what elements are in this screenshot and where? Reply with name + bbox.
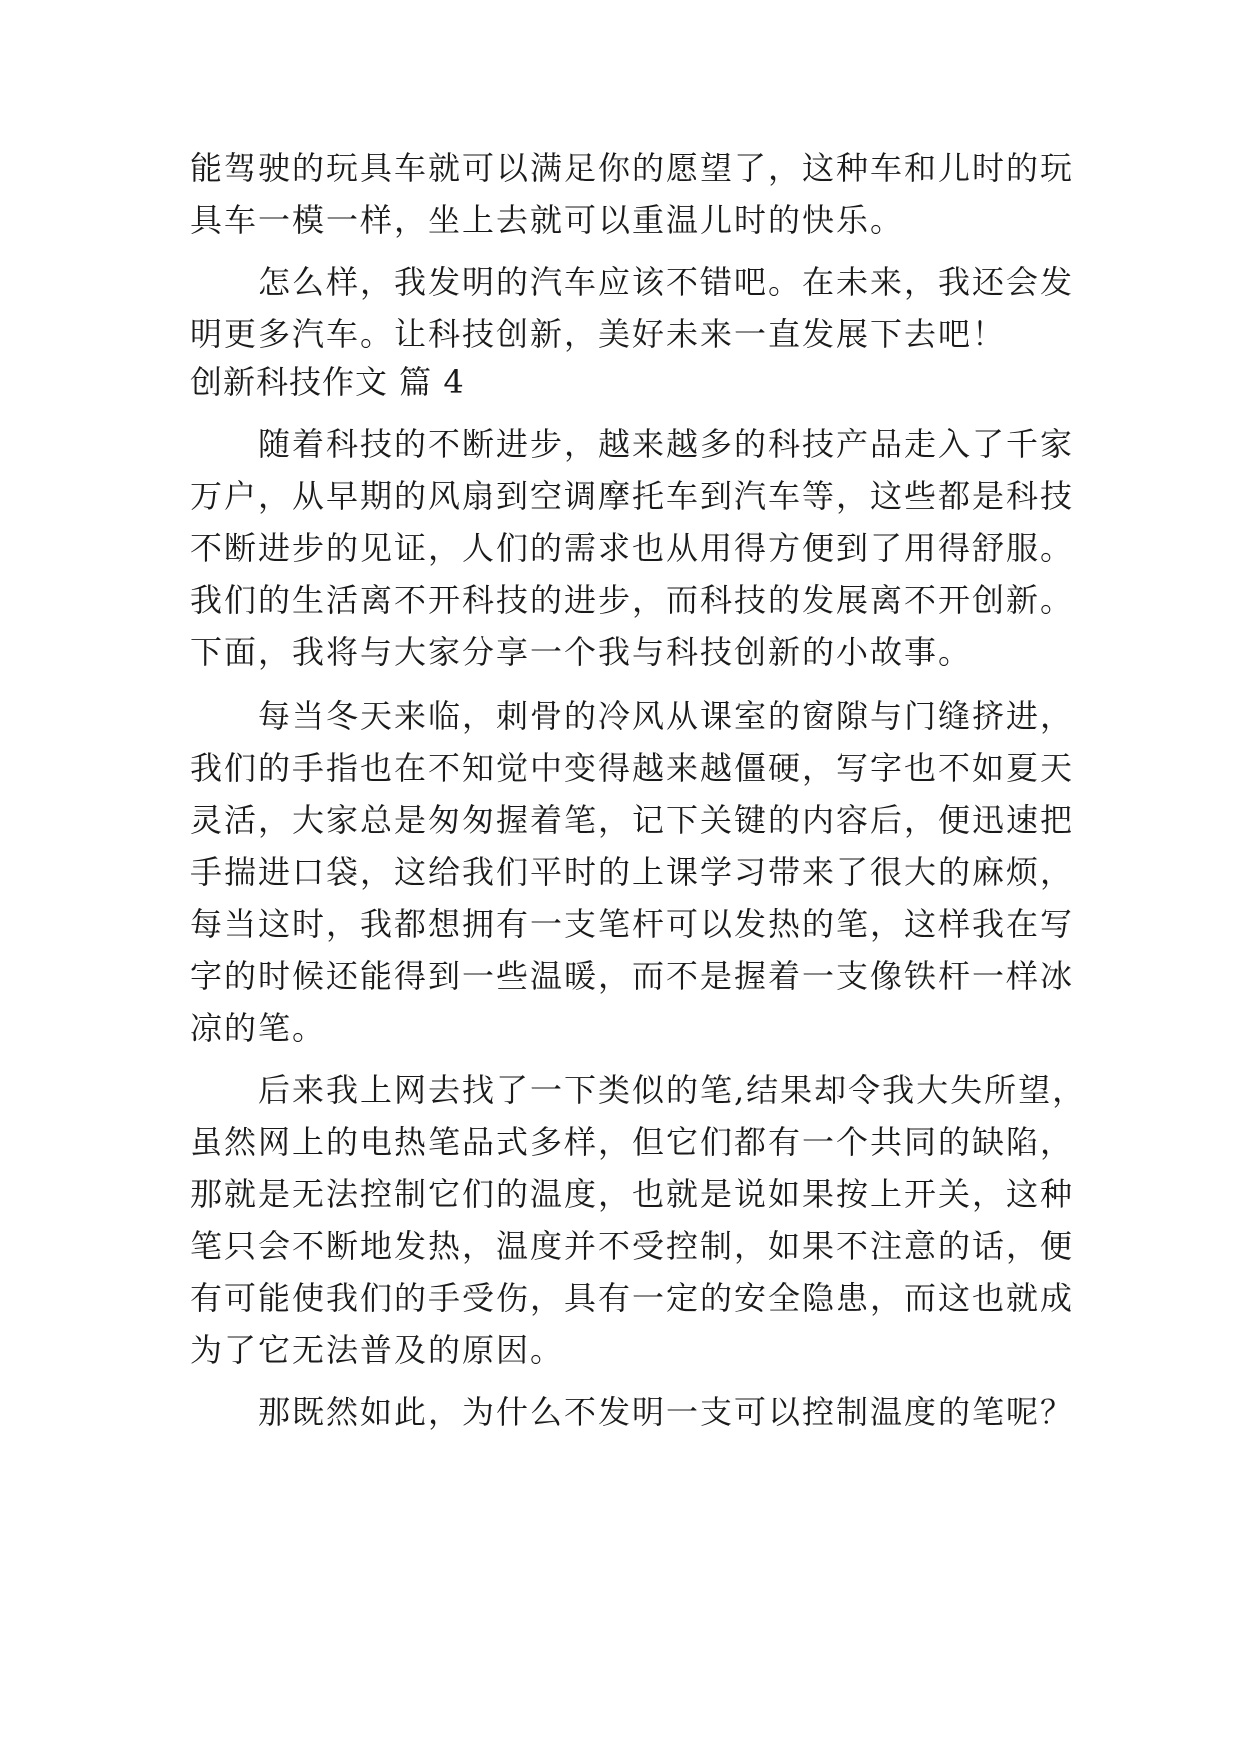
section-heading: 创新科技作文 篇 4 [190, 363, 465, 401]
text-line: 手揣进口袋，这给我们平时的上课学习带来了很大的麻烦， [190, 853, 1075, 891]
text-line: 为了它无法普及的原因。 [190, 1331, 565, 1369]
text-line: 随着科技的不断进步，越来越多的科技产品走入了千家 [190, 425, 1075, 463]
text-line: 我们的手指也在不知觉中变得越来越僵硬，写字也不如夏天 [190, 749, 1075, 787]
text-line: 灵活，大家总是匆匆握着笔，记下关键的内容后，便迅速把 [190, 801, 1075, 839]
text-line: 明更多汽车。让科技创新，美好未来一直发展下去吧！ [190, 315, 1007, 353]
text-line: 那就是无法控制它们的温度，也就是说如果按上开关，这种 [190, 1175, 1075, 1213]
text-line: 每当这时，我都想拥有一支笔杆可以发热的笔，这样我在写 [190, 905, 1075, 943]
text-line: 笔只会不断地发热，温度并不受控制，如果不注意的话，便 [190, 1227, 1075, 1265]
text-line: 下面，我将与大家分享一个我与科技创新的小故事。 [190, 633, 973, 671]
text-line: 怎么样，我发明的汽车应该不错吧。在未来，我还会发 [190, 263, 1075, 301]
text-line: 有可能使我们的手受伤，具有一定的安全隐患，而这也就成 [190, 1279, 1075, 1317]
text-line: 虽然网上的电热笔品式多样，但它们都有一个共同的缺陷， [190, 1123, 1075, 1161]
text-line: 那既然如此，为什么不发明一支可以控制温度的笔呢？ [190, 1393, 1075, 1431]
text-line: 我们的生活离不开科技的进步，而科技的发展离不开创新。 [190, 581, 1075, 619]
text-line: 凉的笔。 [190, 1009, 327, 1047]
text-line: 不断进步的见证，人们的需求也从用得方便到了用得舒服。 [190, 529, 1075, 567]
text-line: 能驾驶的玩具车就可以满足你的愿望了，这种车和儿时的玩 [190, 149, 1075, 187]
text-line: 具车一模一样，坐上去就可以重温儿时的快乐。 [190, 201, 905, 239]
text-line: 字的时候还能得到一些温暖，而不是握着一支像铁杆一样冰 [190, 957, 1075, 995]
text-line: 后来我上网去找了一下类似的笔,结果却令我大失所望， [190, 1071, 1087, 1109]
text-line: 万户，从早期的风扇到空调摩托车到汽车等，这些都是科技 [190, 477, 1075, 515]
text-line: 每当冬天来临，刺骨的冷风从课室的窗隙与门缝挤进， [190, 697, 1075, 735]
